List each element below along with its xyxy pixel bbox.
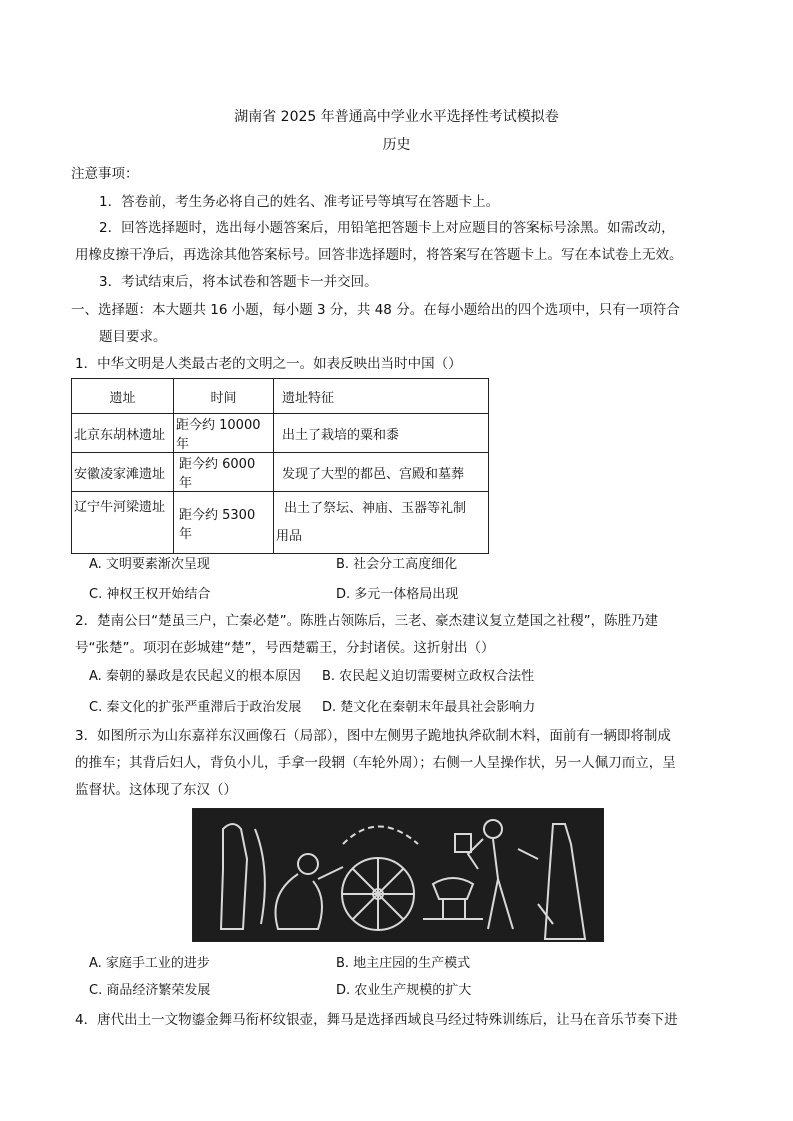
notes-heading: 注意事项：: [71, 166, 139, 182]
question-4-stem: 4．唐代出土一文物鎏金舞马衔杯纹银壶，舞马是选择西域良马经过特殊训练后，让马在音乐节奏下进: [75, 1012, 678, 1028]
option-c: C. 神权王权开始结合: [89, 587, 211, 602]
table-cell: 辽宁牛河梁遗址: [72, 492, 174, 554]
table-row: [72, 492, 489, 554]
question-3-stem-cont: 监督状。这体现了东汉（）: [75, 782, 237, 798]
option-a: A. 家庭手工业的进步: [89, 956, 210, 971]
note-item: 用橡皮擦干净后，再选涂其他答案标号。回答非选择题时，将答案写在答题卡上。写在本试卷上无效。: [75, 247, 683, 263]
relief-illustration: [193, 809, 603, 941]
option-d: D. 农业生产规模的扩大: [336, 983, 472, 998]
table-row: [72, 453, 489, 492]
section-heading: 一、选择题：本大题共 16 小题，每小题 3 分，共 48 分。在每小题给出的四个选项中，只有一项符合: [71, 302, 680, 318]
table-header: 遗址特征: [274, 379, 489, 414]
table-cell: 北京东胡林遗址: [72, 414, 174, 453]
table-row: [72, 414, 489, 453]
option-a: A. 文明要素渐次呈现: [89, 557, 210, 572]
option-c: C. 商品经济繁荣发展: [89, 983, 211, 998]
option-b: B. 地主庄园的生产模式: [336, 956, 471, 971]
table-cell: 安徽凌家滩遗址: [72, 453, 174, 492]
option-b: B. 农民起义迫切需要树立政权合法性: [322, 669, 535, 684]
table-cell: 出土了栽培的粟和黍: [274, 414, 489, 453]
exam-title: 湖南省 2025 年普通高中学业水平选择性考试模拟卷: [234, 109, 559, 125]
question-2-stem: 2．楚南公曰“楚虽三户，亡秦必楚”。陈胜占领陈后，三老、豪杰建议复立楚国之社稷”，陈胜乃建: [75, 613, 659, 629]
option-c: C. 秦文化的扩张严重滞后于政治发展: [89, 700, 302, 715]
table-cell: 距今约 5300 年: [174, 492, 274, 554]
table-cell-line: 出土了祭坛、神庙、玉器等礼制: [284, 500, 467, 516]
note-item: 2．回答选择题时，选出每小题答案后，用铅笔把答题卡上对应题目的答案标号涂黑。如需改动，: [99, 220, 675, 236]
question-2-stem-cont: 号“张楚”。项羽在彭城建“楚”，号西楚霸王，分封诸侯。这折射出（）: [75, 640, 495, 656]
note-item: 1．答卷前，考生务必将自己的姓名、准考证号等填写在答题卡上。: [99, 194, 500, 210]
table-header: 时间: [174, 379, 274, 414]
table-header: 遗址: [72, 379, 174, 414]
question-1-stem: 1．中华文明是人类最古老的文明之一。如表反映出当时中国（）: [75, 356, 462, 372]
subject-title: 历史: [382, 137, 411, 153]
option-b: B. 社会分工高度细化: [336, 557, 458, 572]
sites-table: [71, 378, 489, 554]
note-item: 3．考试结束后，将本试卷和答题卡一并交回。: [99, 274, 378, 290]
option-a: A. 秦朝的暴政是农民起义的根本原因: [89, 669, 301, 684]
table-cell: 发现了大型的都邑、宫殿和墓葬: [274, 453, 489, 492]
question-3-stem: 3．如图所示为山东嘉祥东汉画像石（局部），图中左侧男子跪地执斧砍制木料，面前有一辆即将制成: [75, 728, 671, 744]
section-heading-cont: 题目要求。: [99, 329, 167, 345]
table-cell: [274, 492, 489, 554]
option-d: D. 多元一体格局出现: [336, 587, 459, 602]
table-cell-line: 用品: [276, 528, 303, 544]
table-cell: 距今约 10000 年: [174, 414, 274, 453]
question-3-stem-cont: 的推车；其背后妇人，背负小儿，手拿一段辋（车轮外周）；右侧一人呈操作状，另一人佩刀而立，呈: [75, 755, 676, 771]
han-stone-relief-image: [192, 808, 604, 942]
table-cell: 距今约 6000 年: [174, 453, 274, 492]
option-d: D. 楚文化在秦朝末年最具社会影响力: [322, 700, 536, 715]
